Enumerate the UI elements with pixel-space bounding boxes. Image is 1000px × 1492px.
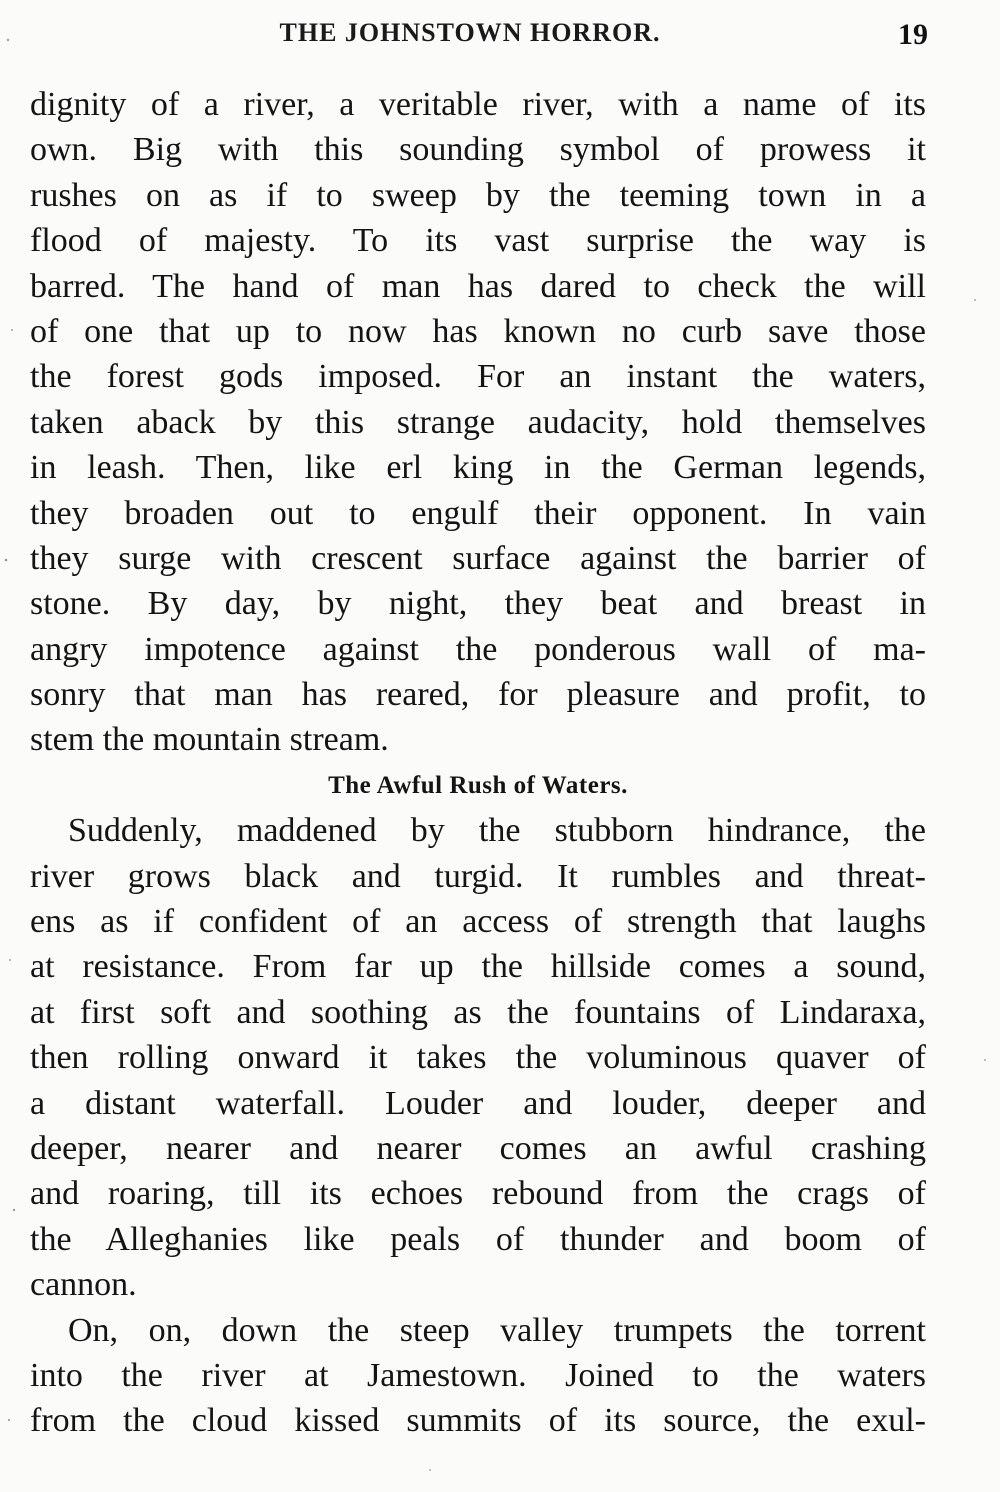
text-line: flood of majesty. To its vast surprise the way is xyxy=(30,222,926,260)
text-line: then rolling onward it takes the voluminous quaver of xyxy=(30,1039,926,1077)
text-line: at resistance. From far up the hillside comes a sound, xyxy=(30,948,926,986)
text-line: a distant waterfall. Louder and louder, deeper and xyxy=(30,1084,926,1122)
text-line: barred. The hand of man has dared to check the will xyxy=(30,267,926,305)
text-line: stone. By day, by night, they beat and breast in xyxy=(30,585,926,623)
text-line: in leash. Then, like erl king in the German legends, xyxy=(30,449,926,487)
text-line: deeper, nearer and nearer comes an awful crashing xyxy=(30,1129,926,1167)
text-line: angry impotence against the ponderous wall of ma- xyxy=(30,630,926,668)
text-line: sonry that man has reared, for pleasure and profit, to xyxy=(30,676,926,714)
text-line: On, on, down the steep valley trumpets the torrent xyxy=(68,1311,926,1349)
text-line: rushes on as if to sweep by the teeming town in a xyxy=(30,176,926,214)
section-subheading: The Awful Rush of Waters. xyxy=(328,771,628,799)
text-line: of one that up to now has known no curb save those xyxy=(30,312,926,350)
text-line: they broaden out to engulf their opponent. In vain xyxy=(30,494,926,532)
text-line: the Alleghanies like peals of thunder and boom of xyxy=(30,1220,926,1258)
text-line: cannon. xyxy=(30,1266,137,1304)
text-line: taken aback by this strange audacity, hold themselves xyxy=(30,403,926,441)
body-text xyxy=(30,82,926,1444)
running-header xyxy=(0,18,1000,58)
paragraph-1 xyxy=(30,82,926,763)
text-line: Suddenly, maddened by the stubborn hindrance, the xyxy=(68,812,926,850)
text-line: at first soft and soothing as the fountains of Lindaraxa, xyxy=(30,993,926,1031)
text-line: stem the mountain stream. xyxy=(30,721,389,759)
paragraph-3 xyxy=(30,1308,926,1444)
text-line: river grows black and turgid. It rumbles and threat- xyxy=(30,857,926,895)
text-line: and roaring, till its echoes rebound from the crags of xyxy=(30,1175,926,1213)
text-line: dignity of a river, a veritable river, with a name of its xyxy=(30,86,926,123)
paragraph-2 xyxy=(30,808,926,1307)
text-line: into the river at Jamestown. Joined to the waters xyxy=(30,1356,926,1394)
text-line: the forest gods imposed. For an instant the waters, xyxy=(30,358,926,396)
running-title: THE JOHNSTOWN HORROR. xyxy=(279,18,661,47)
page-number: 19 xyxy=(898,18,928,51)
text-line: they surge with crescent surface against the barrier of xyxy=(30,539,926,577)
text-line: ens as if confident of an access of strength that laughs xyxy=(30,903,926,941)
text-line: from the cloud kissed summits of its source, the exul- xyxy=(30,1402,926,1440)
text-line: own. Big with this sounding symbol of prowess it xyxy=(30,131,926,169)
